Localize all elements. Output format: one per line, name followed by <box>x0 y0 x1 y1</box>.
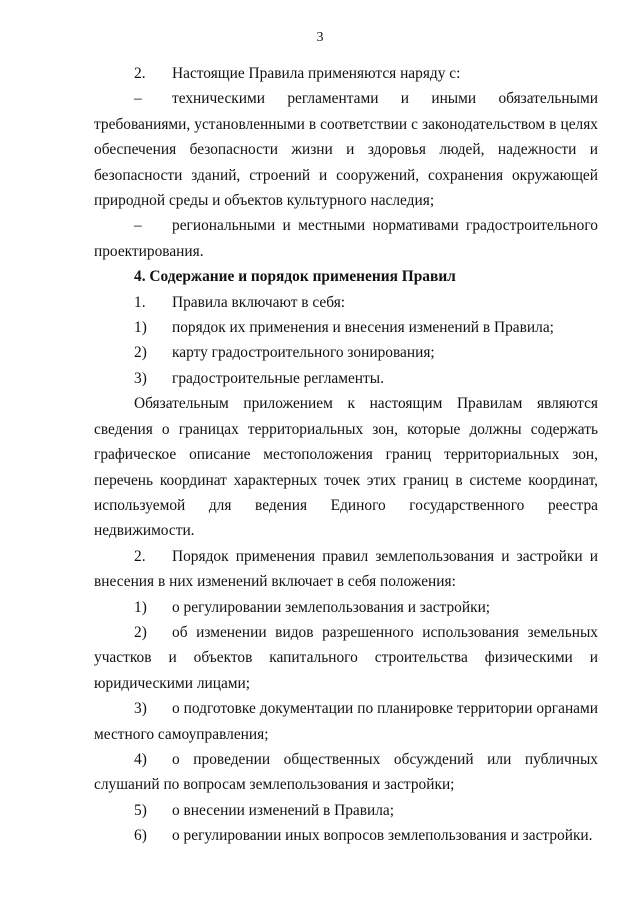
list-marker: 2) <box>134 623 147 641</box>
list-marker: 3) <box>134 369 147 387</box>
list-item-text: о регулировании иных вопросов землепользования и застройки. <box>172 827 593 845</box>
list-item-text: о внесении изменений в Правила; <box>172 801 395 819</box>
list-marker: 3) <box>134 700 147 718</box>
body-paragraph: Обязательным приложением к настоящим Правилам являются сведения о границах территориальных зон, которые должны содержать графическое описание местоположения границ территориальных зон, перечень координат характерных точек этих границ в системе координат, используемой для ведения Единого государственного реестра недвижимости. <box>94 395 598 540</box>
list-item-text: градостроительные регламенты. <box>172 369 384 387</box>
list-item <box>94 340 598 365</box>
list-item <box>94 696 598 747</box>
list-marker: 6) <box>134 827 147 845</box>
list-item-text: о подготовке документации по планировке территории органами местного самоуправления; <box>94 700 598 743</box>
list-item <box>94 747 598 798</box>
list-marker: 1) <box>134 598 147 616</box>
clause-text: Правила включают в себя: <box>172 293 346 311</box>
section-heading: 4. Содержание и порядок применения Правил <box>134 268 456 286</box>
clause-2 <box>94 61 598 86</box>
clause-2 <box>94 544 598 595</box>
list-item <box>94 798 598 823</box>
list-item <box>94 366 598 391</box>
list-marker: 1) <box>134 319 147 337</box>
list-marker: 4) <box>134 750 147 768</box>
list-item <box>94 823 598 848</box>
clause-1 <box>94 290 598 315</box>
page-number: 3 <box>316 30 324 45</box>
list-item-text: региональными и местными нормативами градостроительного проектирования. <box>94 217 598 260</box>
list-item-text: о проведении общественных обсуждений или публичных слушаний по вопросам землепользования и застройки; <box>94 750 598 794</box>
list-item <box>94 315 598 340</box>
clause-number: 2. <box>134 65 146 82</box>
list-item <box>94 595 598 620</box>
clause-number: 2. <box>134 547 146 565</box>
list-item <box>94 620 598 696</box>
list-item-text: порядок их применения и внесения изменений в Правила; <box>172 319 554 337</box>
list-marker: – <box>134 217 142 235</box>
clause-text: Настоящие Правила применяются наряду с: <box>172 65 461 82</box>
list-marker: 2) <box>134 344 147 362</box>
list-item-text: об изменении видов разрешенного использования земельных участков и объектов капитального строительства физическими и юридическими лицами; <box>94 623 598 692</box>
list-item-text: техническими регламентами и иными обязательными требованиями, установленными в соответствии с законодательством в целях обеспечения безопасности жизни и здоровья людей, надежности и безопасности зданий, строений и сооружений, сохранения окружающей природной среды и объектов культурного наследия; <box>94 90 598 210</box>
list-item-dash <box>94 213 598 264</box>
list-item-dash <box>94 86 598 213</box>
clause-number: 1. <box>134 293 146 311</box>
list-item-text: карту градостроительного зонирования; <box>172 344 435 362</box>
document-body <box>94 61 598 849</box>
list-marker: – <box>134 90 142 108</box>
clause-text: Порядок применения правил землепользования и застройки и внесения в них изменений включает в себя положения: <box>94 547 598 591</box>
list-item-text: о регулировании землепользования и застройки; <box>172 598 491 616</box>
list-marker: 5) <box>134 801 147 819</box>
